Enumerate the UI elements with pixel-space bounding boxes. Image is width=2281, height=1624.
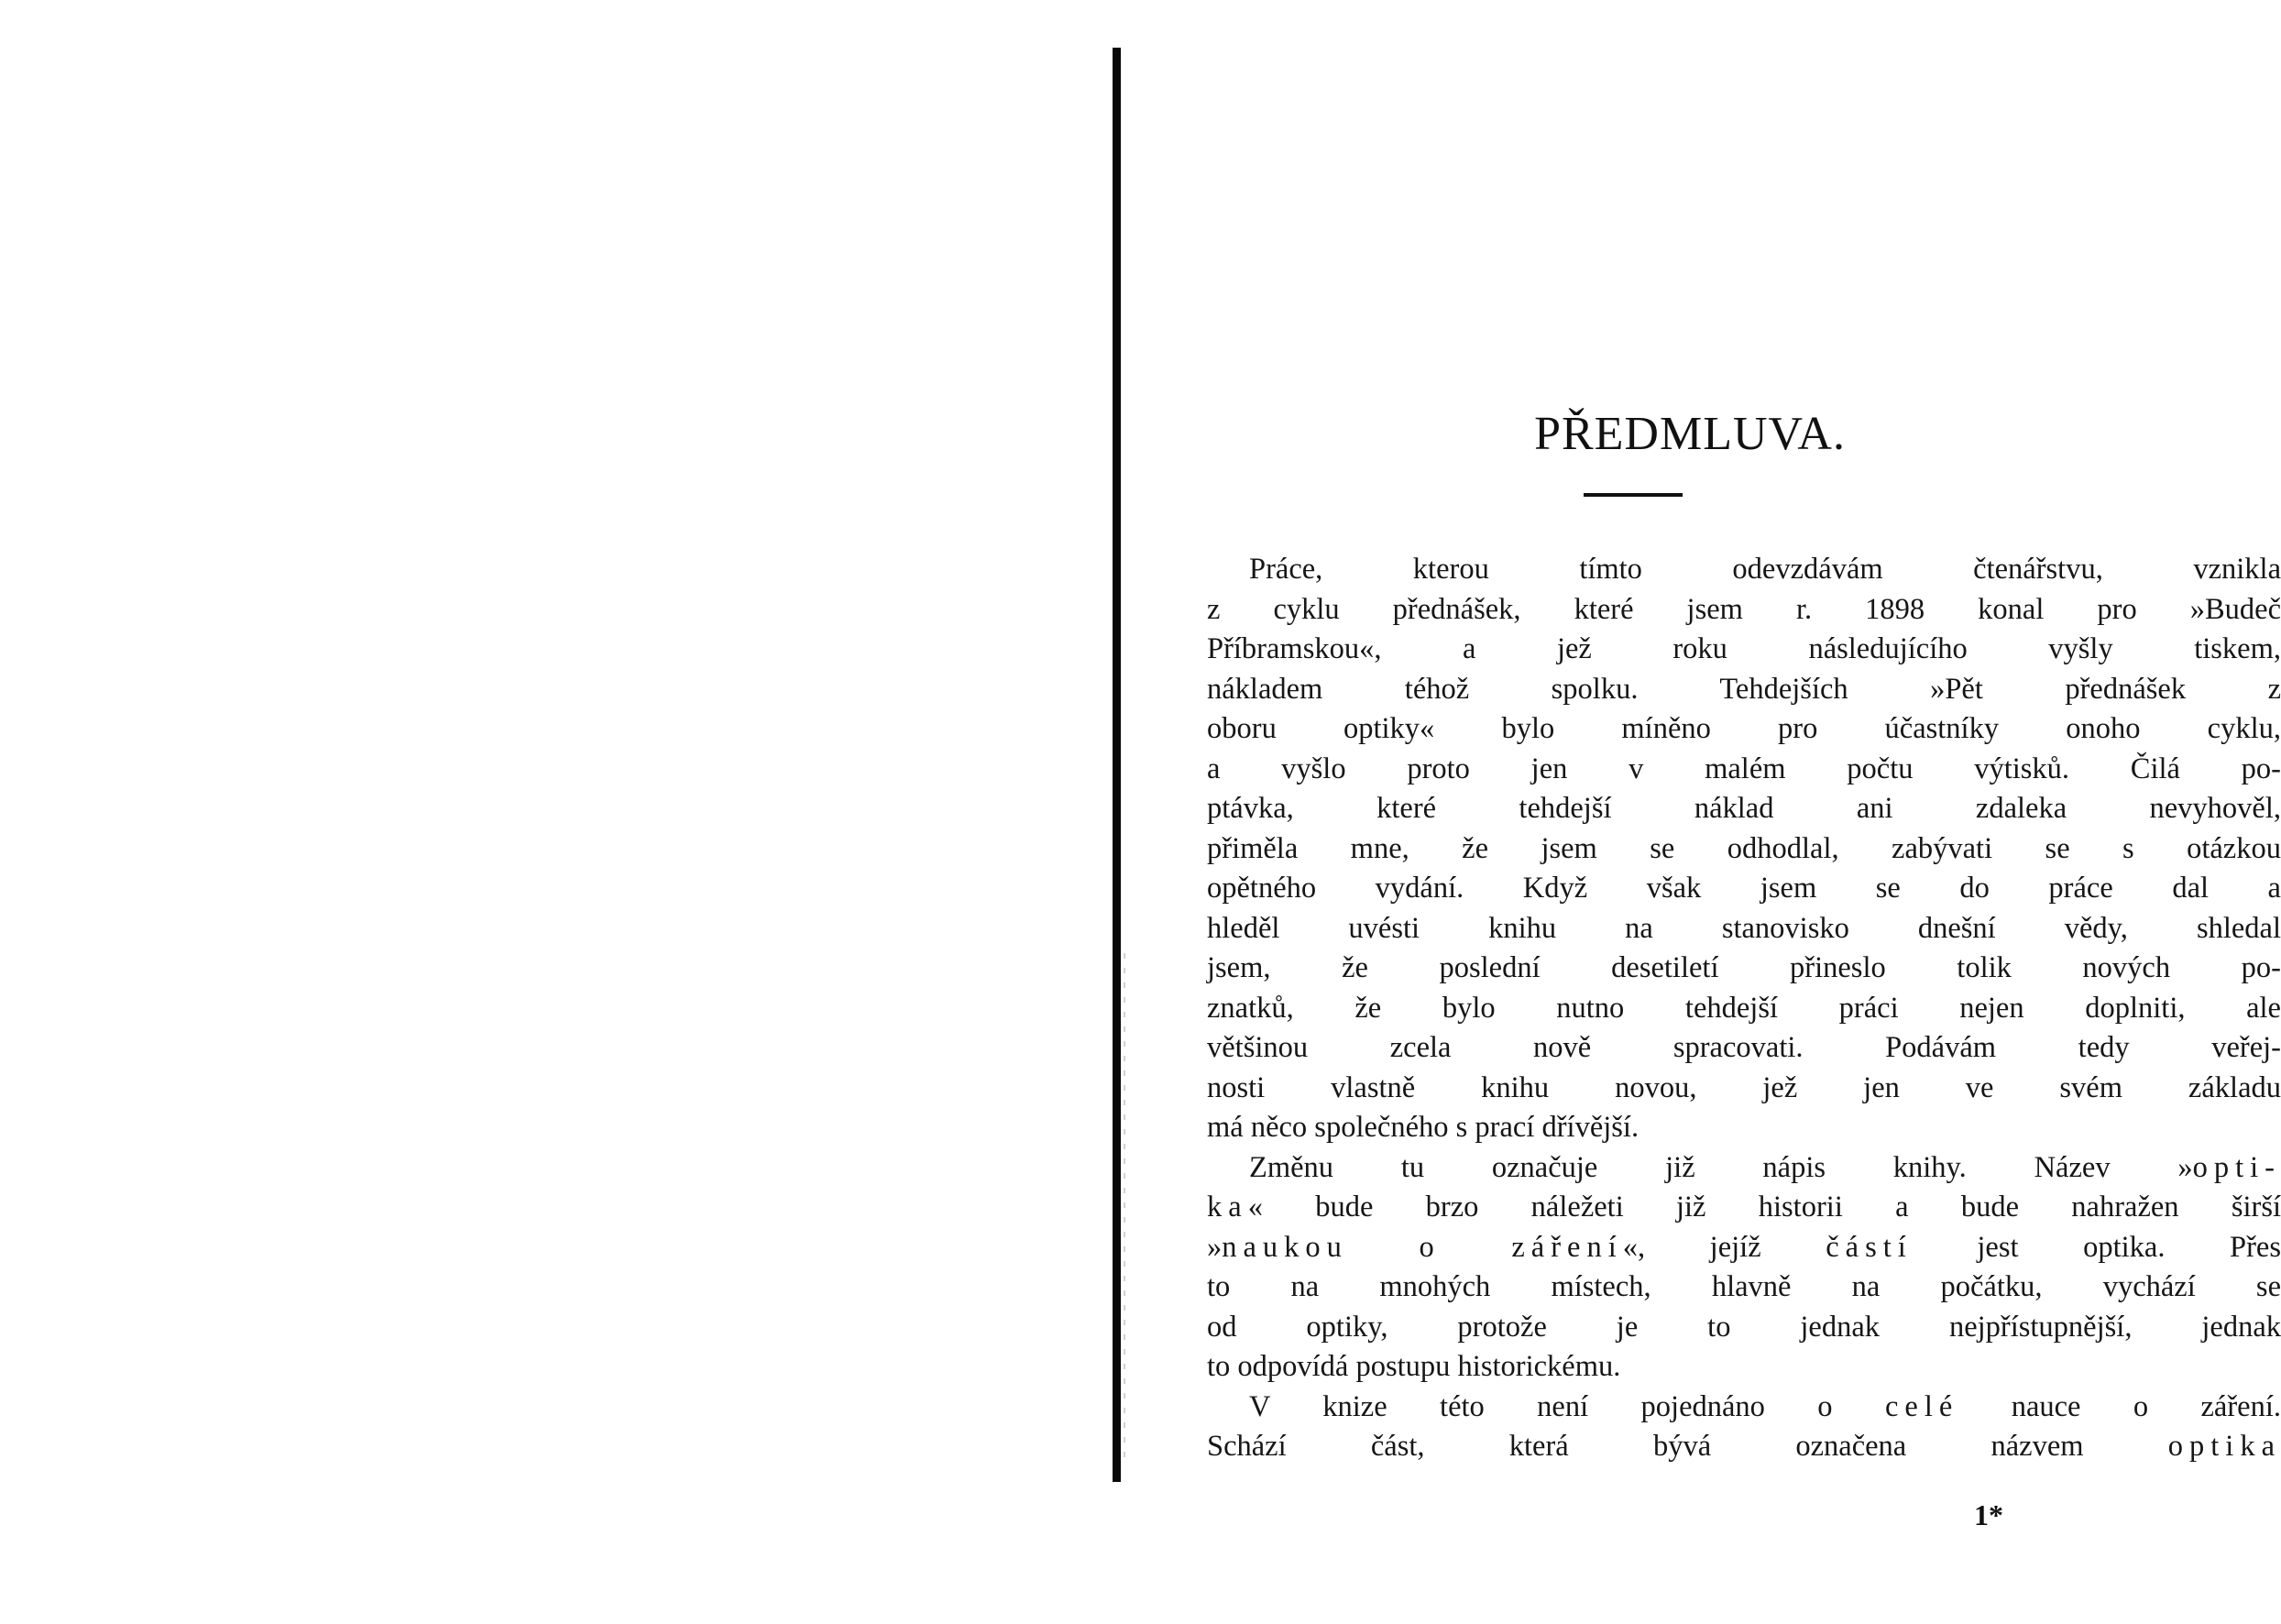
text-line — [1207, 1427, 2281, 1467]
text-run: Změnu tu označuje již nápis knihy. Název » — [1249, 1150, 2193, 1184]
page-number: 1* — [1974, 1498, 2003, 1531]
text-line: to odpovídá postupu historickému. — [1207, 1350, 1621, 1383]
spaced-emphasis: optika — [2167, 1430, 2281, 1463]
text-run: «, jejíž — [1622, 1230, 1761, 1264]
text-line: ptávka, které tehdejší náklad ani zdaleka nevyhověl, — [1207, 792, 2281, 825]
right-page — [1122, 0, 2281, 1624]
text-line: od optiky, protože je to jednak nejpřístupnější, jednak — [1207, 1310, 2281, 1344]
text-run: Schází část, která bývá označena názvem — [1207, 1430, 2084, 1463]
text-line: znatků, že bylo nutno tehdejší práci nejen doplniti, ale — [1207, 991, 2281, 1025]
text-run: » — [1207, 1230, 1223, 1264]
body-text — [1207, 550, 2281, 1467]
spaced-emphasis: opti- — [2192, 1150, 2281, 1184]
text-line — [1207, 1188, 2281, 1228]
text-run: jest optika. Přes — [1977, 1230, 2281, 1264]
text-line: opětného vydání. Když však jsem se do práce dal a — [1207, 872, 2281, 905]
text-line: přiměla mne, že jsem se odhodlal, zabývati se s otázkou — [1207, 831, 2281, 865]
text-line: hleděl uvésti knihu na stanovisko dnešní vědy, shledal — [1207, 911, 2281, 945]
spaced-emphasis: celé — [1884, 1389, 1959, 1423]
text-line — [1207, 1148, 2281, 1189]
text-line — [1207, 1388, 2281, 1428]
spaced-emphasis: naukou o záření — [1222, 1230, 1623, 1264]
text-line: a vyšlo proto jen v malém počtu výtisků. Čilá po- — [1207, 752, 2281, 785]
text-line: to na mnohých místech, hlavně na počátku, vychází se — [1207, 1270, 2281, 1303]
text-line: jsem, že poslední desetiletí přineslo tolik nových po- — [1207, 951, 2281, 984]
spaced-emphasis: ka — [1207, 1191, 1248, 1223]
text-line — [1207, 1228, 2281, 1268]
text-line: Práce, kterou tímto odevzdávám čtenářstvu, vznikla — [1249, 553, 2281, 586]
text-line: oboru optiky« bylo míněno pro účastníky onoho cyklu, — [1207, 712, 2281, 745]
text-run: V knize této není pojednáno o — [1249, 1389, 1833, 1423]
heading-rule — [1584, 493, 1683, 497]
text-line: z cyklu přednášek, které jsem r. 1898 konal pro »Budeč — [1207, 592, 2281, 626]
text-line: má něco společného s prací dřívější. — [1207, 1111, 1639, 1144]
spaced-emphasis: částí — [1826, 1230, 1913, 1264]
text-line: Příbramskou«, a jež roku následujícího vyšly tiskem, — [1207, 632, 2281, 665]
page-heading: PŘEDMLUVA. — [1534, 408, 1846, 460]
text-line: nákladem téhož spolku. Tehdejších »Pět přednášek z — [1207, 672, 2281, 706]
left-page-blank — [0, 0, 1113, 1624]
text-run: nauce o záření. — [2011, 1389, 2281, 1423]
text-line: nosti vlastně knihu novou, jež jen ve svém základu — [1207, 1070, 2281, 1104]
text-line: většinou zcela nově spracovati. Podávám tedy veřej- — [1207, 1031, 2281, 1064]
text-run: « bude brzo náležeti již historii a bude nahražen širší — [1247, 1191, 2281, 1223]
book-gutter-shadow — [1113, 48, 1121, 1482]
